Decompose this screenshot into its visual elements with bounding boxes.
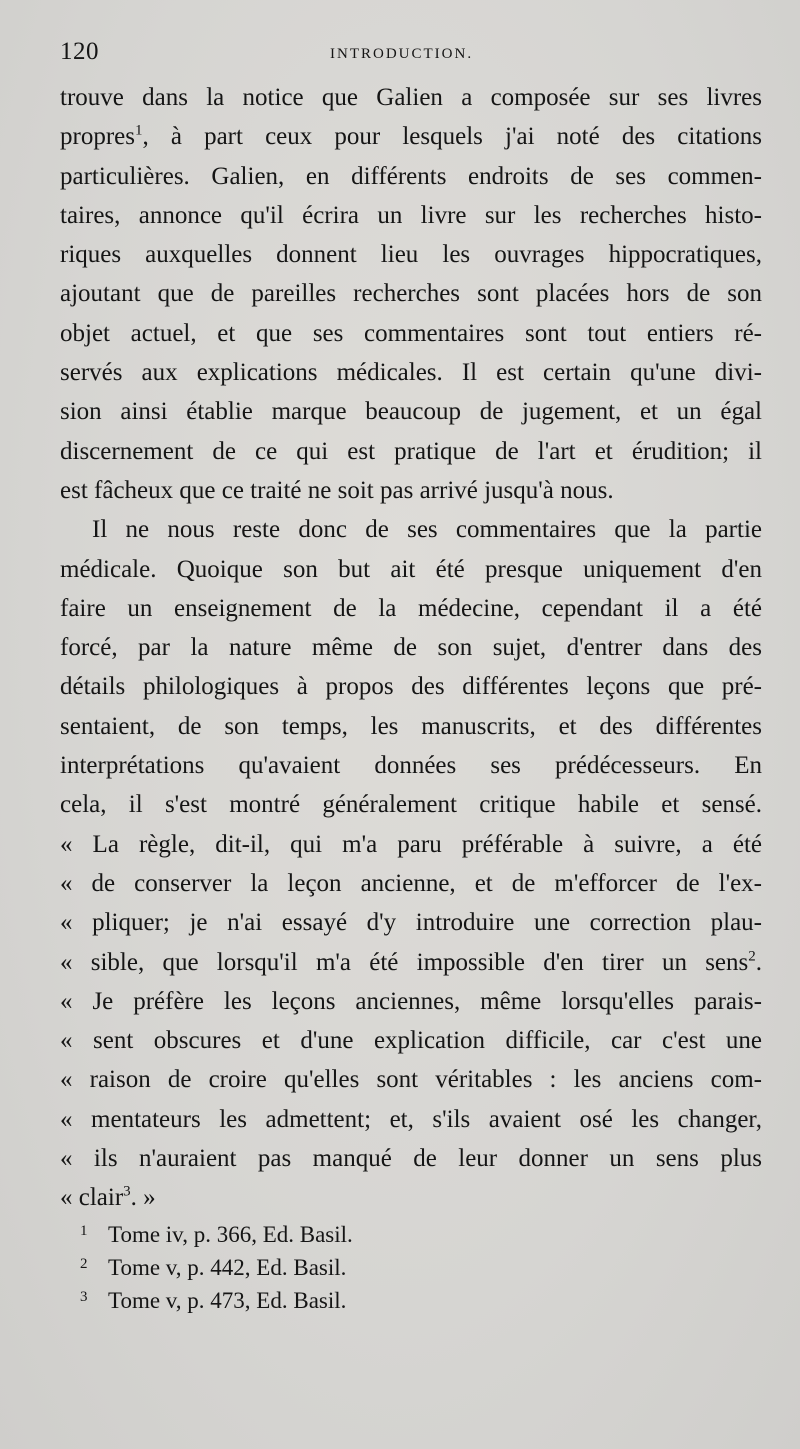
text-line: riques auxquelles donnent lieu les ouvrages hippocratiques, [60,241,762,269]
text-line: objet actuel, et que ses commentaires sont tout entiers ré- [60,319,762,347]
text-line: « La règle, dit-il, qui m'a paru préférable à suivre, a été [60,830,762,858]
text-line [60,1178,762,1217]
text-line: interprétations qu'avaient données ses prédécesseurs. En [60,752,762,780]
footnote-text: Tome iv, p. 366, Ed. Basil. [108,1222,353,1247]
text-line: sentaient, de son temps, les manuscrits, et des différentes [60,712,762,740]
text-line: « ils n'auraient pas manqué de leur donner un sens plus [60,1145,762,1173]
footnote-1 [80,1218,580,1251]
text-line: « raison de croire qu'elles sont véritables : les anciens com- [60,1066,762,1094]
footnote-text: Tome v, p. 442, Ed. Basil. [108,1255,347,1280]
text-line: ajoutant que de pareilles recherches sont placées hors de son [60,280,762,308]
footnote-mark: 3 [80,1289,88,1305]
text-span: . » [130,1184,156,1212]
text-line: « pliquer; je n'ai essayé d'y introduire une correction plau- [60,909,762,937]
text-line: particulières. Galien, en différents endroits de ses commen- [60,162,762,190]
page-number: 120 [60,38,99,65]
footnote-mark: 2 [80,1256,88,1272]
running-head: INTRODUCTION. [330,46,474,62]
text-line: Il ne nous reste donc de ses commentaires que la partie [92,516,762,544]
footnote-ref-1: 1 [134,122,143,139]
text-line: « de conserver la leçon ancienne, et de m'efforcer de l'ex- [60,869,762,897]
text-line: cela, il s'est montré généralement critique habile et sensé. [60,791,762,819]
body-text [60,78,762,1218]
footnote-2 [80,1251,580,1284]
text-line: est fâcheux que ce traité ne soit pas arrivé jusqu'à nous. [60,476,614,504]
text-line: faire un enseignement de la médecine, cependant il a été [60,594,762,622]
text-line: sion ainsi établie marque beaucoup de jugement, et un égal [60,398,762,426]
text-line [60,943,762,982]
footnote-text: Tome v, p. 473, Ed. Basil. [108,1288,347,1313]
text-line: « Je préfère les leçons anciennes, même lorsqu'elles parais- [60,987,762,1015]
text-span: « clair [60,1184,124,1212]
page-header [60,38,760,68]
text-line: médicale. Quoique son but ait été presque uniquement d'en [60,555,762,583]
text-span: , à part ceux pour lesquels j'ai noté des citations [142,123,762,151]
text-span: propres [60,123,135,151]
text-span: . [755,948,762,976]
footnote-ref-2: 2 [748,948,756,965]
text-line: « sent obscures et d'une explication difficile, car c'est une [60,1027,762,1055]
footnotes [80,1218,580,1317]
text-line: trouve dans la notice que Galien a composée sur ses livres [60,84,762,111]
text-line: discernement de ce qui est pratique de l'art et érudition; il [60,437,762,465]
text-line: forcé, par la nature même de son sujet, d'entrer dans des [60,634,762,662]
text-line: « mentateurs les admettent; et, s'ils avaient osé les changer, [60,1105,762,1133]
text-line: taires, annonce qu'il écrira un livre sur les recherches histo- [60,201,762,229]
footnote-3 [80,1284,580,1317]
footnote-mark: 1 [80,1223,88,1239]
text-span: « sible, que lorsqu'il m'a été impossible d'en tirer un sens [60,948,749,976]
text-line: servés aux explications médicales. Il est certain qu'une divi- [60,359,762,387]
footnote-ref-3: 3 [123,1183,131,1200]
text-line: détails philologiques à propos des différentes leçons que pré- [60,673,762,701]
text-line [60,117,762,156]
